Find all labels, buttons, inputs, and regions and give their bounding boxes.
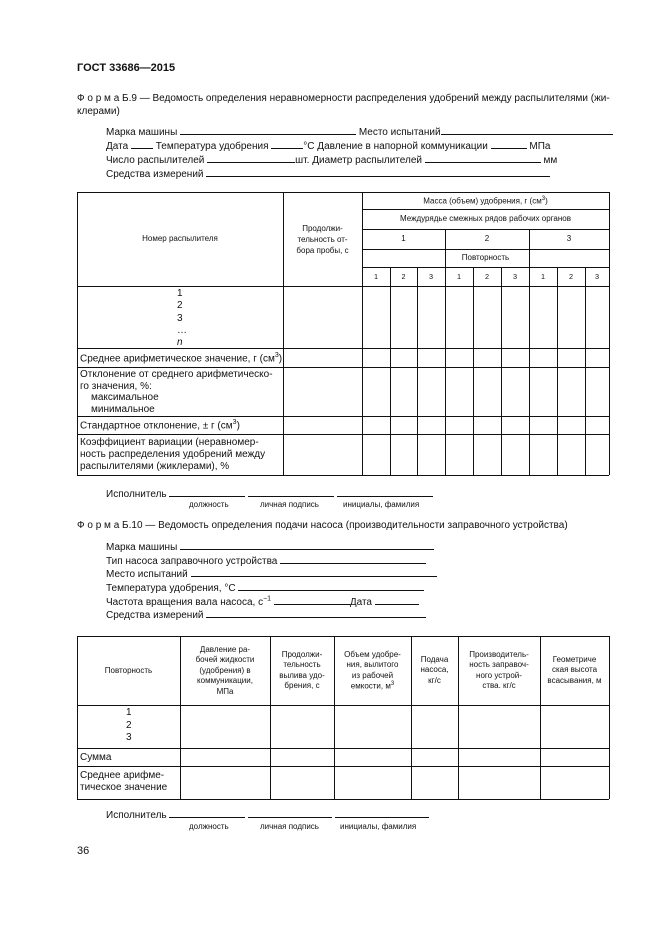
form-b9-title-line1: Ф о р м а Б.9 — Ведомость определения неравномерности распределения удобрений между распылителями (жи- [77, 93, 610, 104]
repeat-cell: 2 [484, 272, 490, 281]
b10-field-instruments: Средства измерений [106, 608, 426, 621]
row-numbers: 1 2 3 … n [177, 288, 187, 349]
sig-signature-caption: личная подпись [260, 500, 319, 509]
col-rows-header: Междурядье смежных рядов рабочих органов [400, 214, 571, 223]
b10-field-pump: Тип насоса заправочного устройства [106, 554, 426, 567]
page-number: 36 [77, 845, 90, 857]
b10-field-freq: Частота вращения вала насоса, $с^{-1}$ Дата [106, 595, 419, 608]
sig-name-caption: инициалы, фамилия [343, 500, 420, 509]
sig2-signature-caption: личная подпись [260, 822, 319, 831]
sig-position-caption: должность [189, 500, 229, 509]
repeat-cell: 3 [512, 272, 518, 281]
signature-b10: Исполнитель [106, 808, 429, 821]
b10-col-feed: Подача насоса, кг/с [420, 655, 449, 685]
row-cv-label: Коэффициент вариации (неравномер- ность распределения удобрений между распылителями (жиклерами), % [80, 437, 266, 472]
repeat-cell: 1 [540, 272, 546, 281]
form-b9-title-line2: клерами) [77, 106, 120, 117]
b10-col-volume: Объем удобре- ния, вылитого из рабочей емкости, $м^3$ [344, 650, 401, 691]
b10-field-brand: Марка машины [106, 540, 434, 553]
col-duration-header: Продолжи- тельность от- бора пробы, с [296, 224, 349, 255]
b10-row-sum: Сумма [80, 752, 112, 763]
row-mean-label: Среднее арифметическое значение, г $(см^3)$ [80, 352, 283, 365]
sig2-position-caption: должность [189, 822, 229, 831]
b10-row-numbers: 1 2 3 [126, 707, 132, 743]
repeat-cell: 2 [568, 272, 574, 281]
group-2: 2 [484, 234, 490, 243]
repeat-cell: 1 [456, 272, 462, 281]
repeat-cell: 1 [373, 272, 379, 281]
col-repeat-header: Повторность [461, 253, 510, 262]
col-mass-header: Масса (объем) удобрения, г $(см^3)$ [423, 196, 548, 206]
group-1: 1 [401, 234, 406, 243]
b10-col-repeat: Повторность [104, 666, 153, 675]
repeat-cell: 3 [594, 272, 600, 281]
repeat-cell: 3 [428, 272, 434, 281]
col-number-header: Номер распылителя [142, 234, 218, 243]
sig2-name-caption: инициалы, фамилия [340, 822, 417, 831]
row-deviation-label: Отклонение от среднего арифметическо- го значения, %: максимальное минимальное [80, 369, 273, 415]
row-std-label: Стандартное отклонение, ± г $(см^3)$ [80, 419, 240, 432]
b10-row-mean: Среднее арифме- тическое значение [80, 770, 168, 793]
b10-col-height: Геометриче ская высота всасывания, м [547, 655, 602, 685]
field-sprayers: Число распылителей шт. Диаметр распылителей мм [106, 155, 558, 166]
repeat-cell: 2 [401, 272, 406, 281]
field-brand: Марка машины Место испытаний [106, 125, 613, 138]
signature-b9: Исполнитель [106, 487, 433, 500]
b10-col-duration: Продолжи- тельность вылива удо- брения, с [279, 650, 325, 691]
form-b10-title: Ф о р м а Б.10 — Ведомость определения подачи насоса (производительности заправочного устройства) [77, 520, 568, 531]
b10-field-place: Место испытаний [106, 567, 437, 580]
b10-field-temp: Температура удобрения, °С [106, 581, 424, 594]
field-date-temp: Дата Температура удобрения °С Давление в напорной коммуникации МПа [106, 141, 551, 152]
group-3: 3 [566, 234, 572, 243]
standard-header: ГОСТ 33686—2015 [77, 62, 176, 74]
b10-col-pressure: Давление ра- бочей жидкости (удобрения) в коммуникации, МПа [195, 645, 255, 696]
field-instruments: Средства измерений [106, 167, 550, 180]
b10-col-performance: Производитель- ность заправоч- ного устрой- ства. кг/с [469, 650, 529, 691]
